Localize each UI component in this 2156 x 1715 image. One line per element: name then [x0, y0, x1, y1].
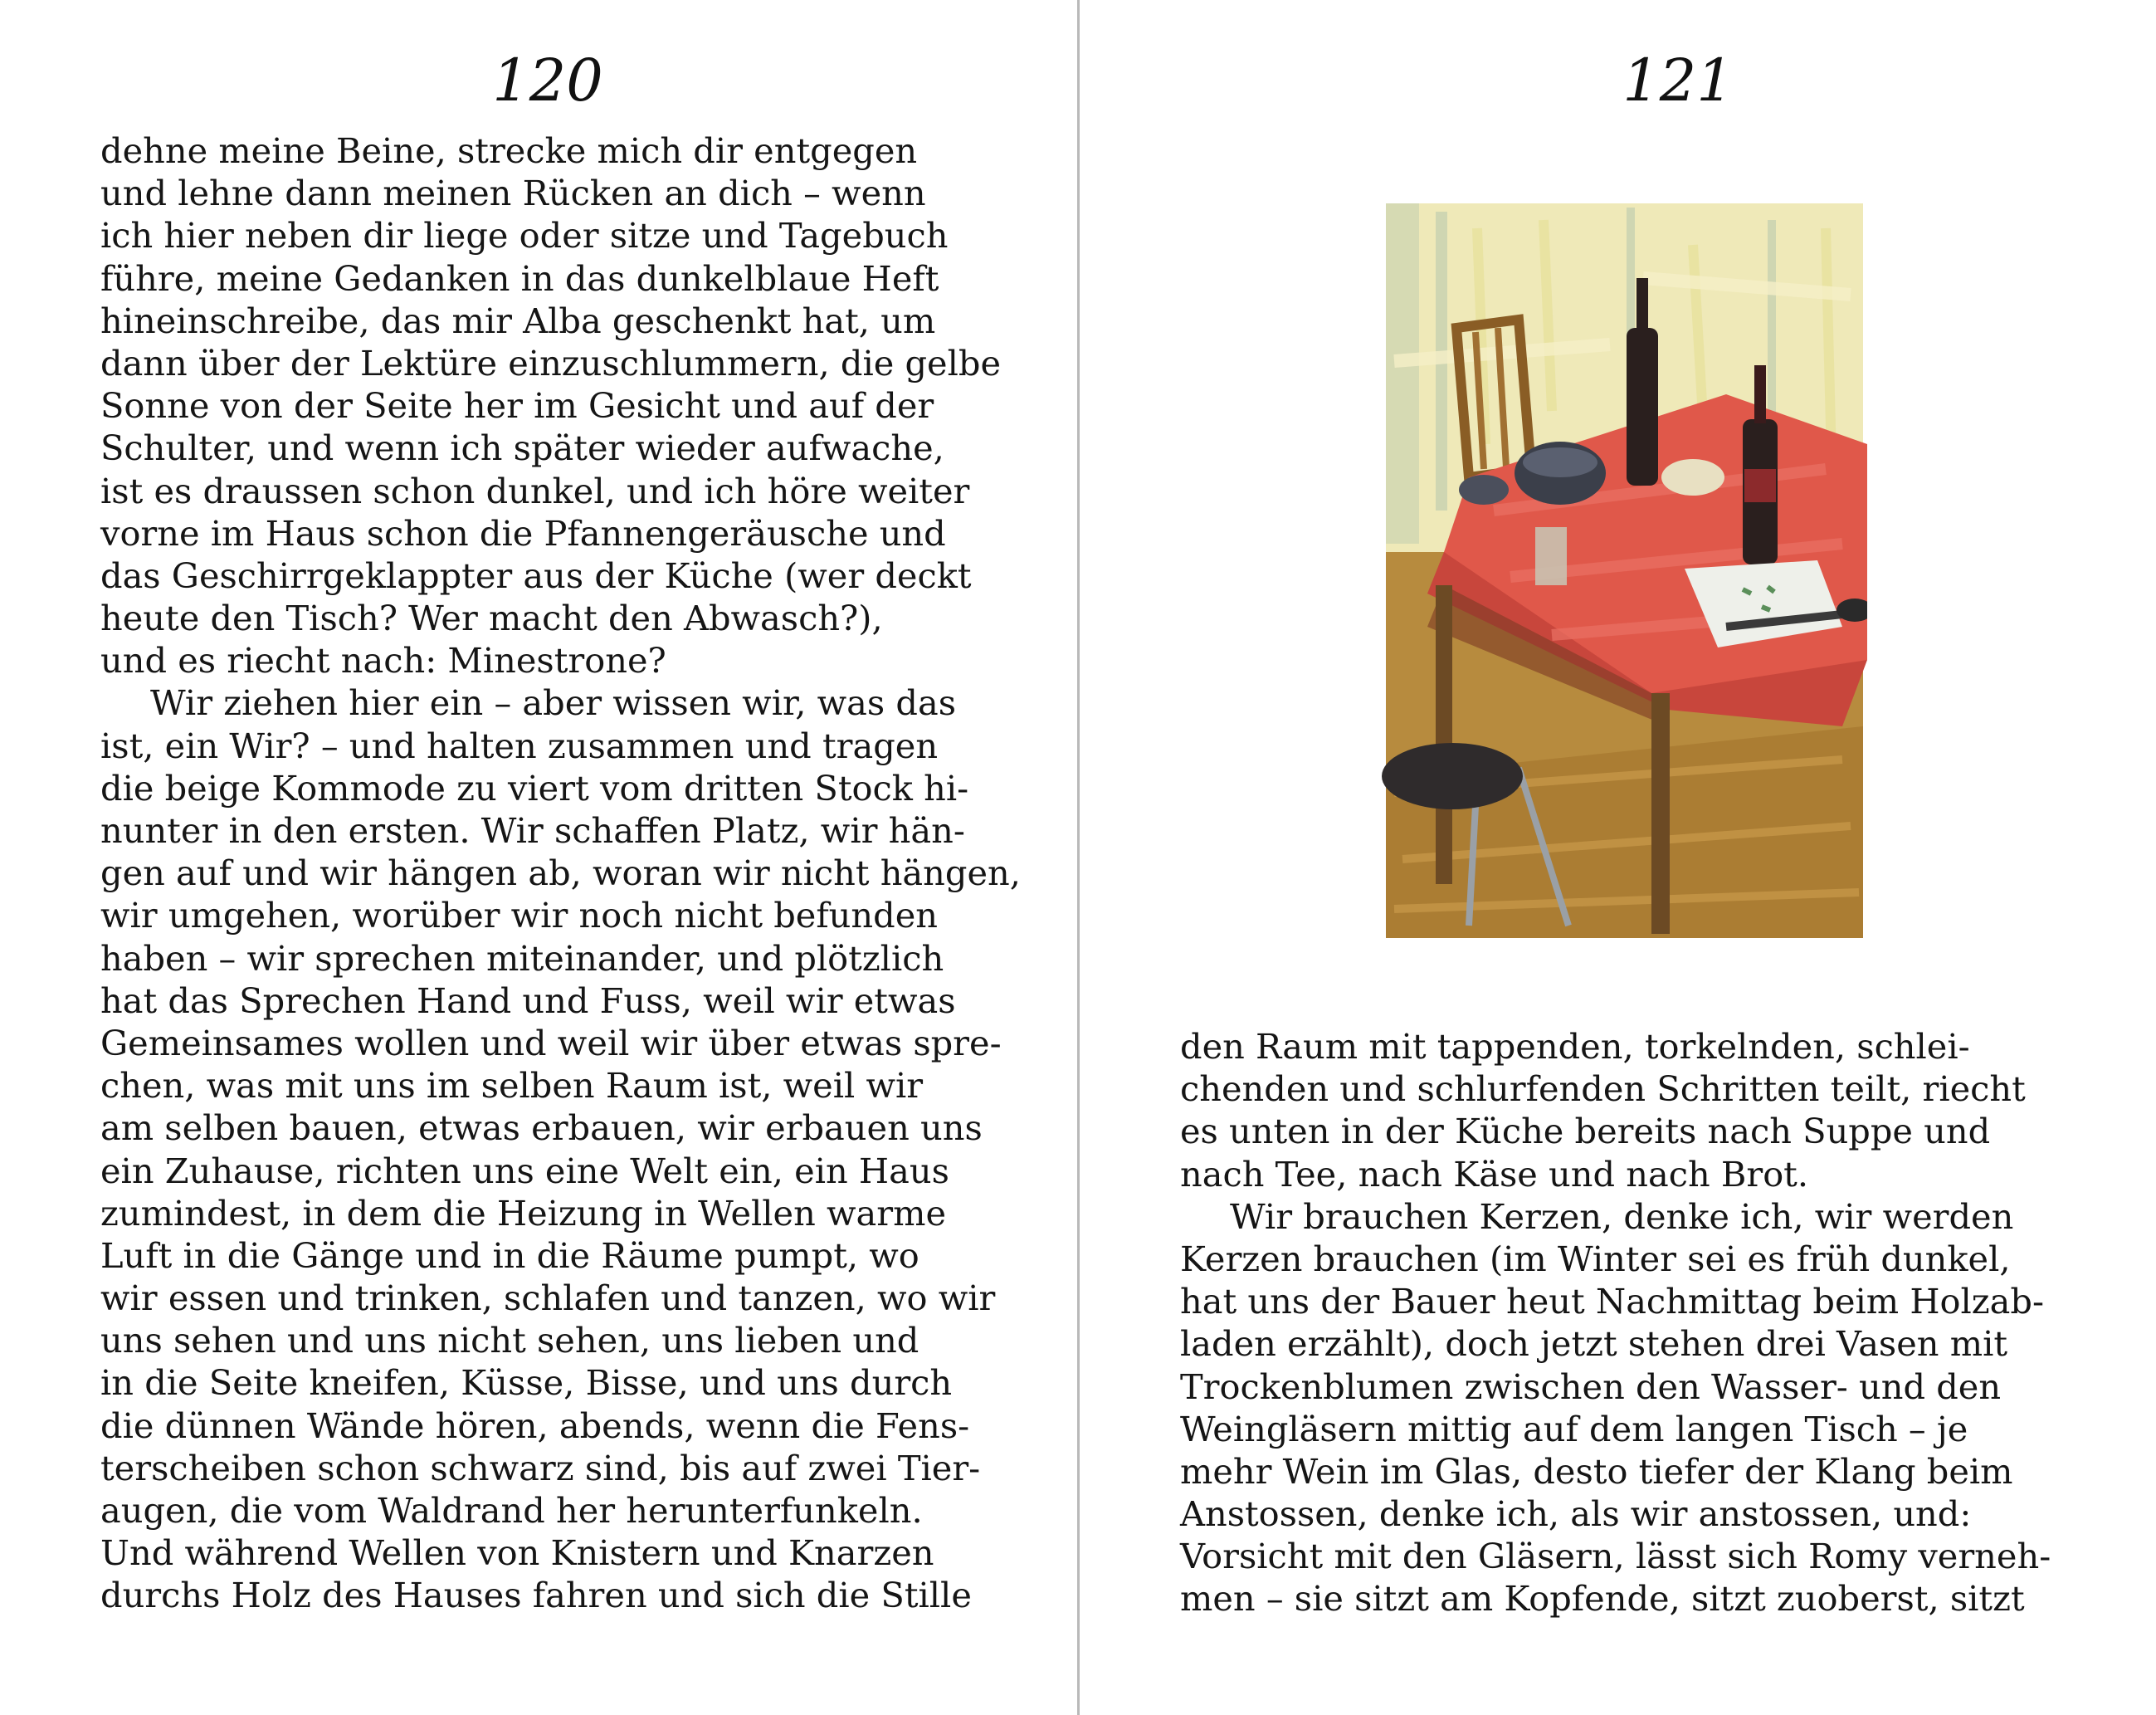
page-number: 120 — [492, 46, 603, 115]
text-line: wir essen und trinken, schlafen und tanzen, wo wir — [100, 1278, 996, 1319]
table-still-life-illustration — [1378, 195, 1867, 946]
text-line: Anstossen, denke ich, als wir anstossen, und: — [1180, 1493, 1972, 1535]
text-line: ist, ein Wir? – und halten zusammen und tragen — [100, 725, 939, 766]
text-line: mehr Wein im Glas, desto tiefer der Klang beim — [1180, 1450, 2013, 1492]
wine-bottle-neck — [1754, 365, 1766, 423]
wall-shade — [1386, 203, 1419, 544]
text-line: Luft in die Gänge und in die Räume pumpt, wo — [100, 1234, 919, 1276]
text-line: Schulter, und wenn ich später wieder aufwache, — [100, 428, 944, 469]
text-line: am selben bauen, etwas erbauen, wir erbauen uns — [100, 1107, 983, 1149]
wine-label — [1744, 469, 1776, 502]
text-line: durchs Holz des Hauses fahren und sich die Stille — [100, 1575, 972, 1616]
text-line: haben – wir sprechen miteinander, und plötzlich — [100, 937, 944, 979]
body-text — [100, 129, 1022, 1617]
text-line: und es riecht nach: Minestrone? — [100, 640, 666, 682]
text-line: und lehne dann meinen Rücken an dich – wenn — [100, 173, 926, 214]
text-line: nach Tee, nach Käse und nach Brot. — [1180, 1153, 1809, 1195]
text-line: Sonne von der Seite her im Gesicht und auf der — [100, 385, 934, 427]
text-line: uns sehen und uns nicht sehen, uns lieben und — [100, 1320, 919, 1361]
text-line: augen, die vom Waldrand her herunterfunkeln. — [100, 1490, 923, 1531]
text-line: laden erzählt), doch jetzt stehen drei Vasen mit — [1180, 1323, 2008, 1365]
text-line: Vorsicht mit den Gläsern, lässt sich Romy verneh- — [1180, 1536, 2051, 1577]
illustration-svg — [1378, 195, 1867, 946]
text-line: wir umgehen, worüber wir noch nicht befunden — [100, 895, 938, 936]
table-leg — [1651, 693, 1670, 934]
text-line: den Raum mit tappenden, torkelnden, schlei- — [1180, 1026, 1970, 1067]
text-line: Und während Wellen von Knistern und Knarzen — [100, 1532, 934, 1574]
text-line: Trockenblumen zwischen den Wasser- und den — [1180, 1366, 2002, 1407]
text-line: ist es draussen schon dunkel, und ich höre weiter — [100, 470, 970, 511]
text-line: zumindest, in dem die Heizung in Wellen warme — [100, 1192, 947, 1234]
text-line: ich hier neben dir liege oder sitze und Tagebuch — [100, 215, 949, 257]
page-number: 121 — [1622, 46, 1734, 115]
text-line: dann über der Lektüre einzuschlummern, die gelbe — [100, 342, 1001, 384]
bottle-neck — [1637, 278, 1648, 336]
text-line: chen, was mit uns im selben Raum ist, weil wir — [100, 1065, 924, 1107]
text-line: gen auf und wir hängen ab, woran wir nicht hängen, — [100, 853, 1021, 894]
text-line: in die Seite kneifen, Küsse, Bisse, und uns durch — [100, 1362, 953, 1404]
body-text — [1180, 1025, 2101, 1620]
text-line: chenden und schlurfenden Schritten teilt, riecht — [1180, 1068, 2026, 1110]
paragraph-first-line: Wir brauchen Kerzen, denke ich, wir werden — [1230, 1195, 2014, 1237]
text-line: hat uns der Bauer heut Nachmittag beim Holzab- — [1180, 1281, 2044, 1322]
text-line: heute den Tisch? Wer macht den Abwasch?), — [100, 598, 883, 639]
right-page — [1080, 0, 2156, 1715]
text-line: men – sie sitzt am Kopfende, sitzt zuoberst, sitzt — [1180, 1578, 2025, 1620]
text-line: hat das Sprechen Hand und Fuss, weil wir etwas — [100, 980, 956, 1021]
text-line: Kerzen brauchen (im Winter sei es früh dunkel, — [1180, 1238, 2011, 1279]
table-leg — [1436, 585, 1452, 884]
text-line: die beige Kommode zu viert vom dritten Stock hi- — [100, 767, 969, 809]
text-line: terscheiben schon schwarz sind, bis auf zwei Tier- — [100, 1447, 981, 1488]
bowl-rim — [1523, 447, 1597, 477]
paragraph-first-line: Wir ziehen hier ein – aber wissen wir, was das — [150, 682, 956, 724]
text-line: vorne im Haus schon die Pfannengeräusche und — [100, 512, 946, 554]
bottle — [1627, 328, 1658, 486]
text-line: führe, meine Gedanken in das dunkelblaue Heft — [100, 257, 939, 299]
text-line: Gemeinsames wollen und weil wir über etwas spre- — [100, 1022, 1002, 1063]
text-line: das Geschirrgeklappter aus der Küche (wer deckt — [100, 555, 972, 596]
text-line: Weingläsern mittig auf dem langen Tisch – je — [1180, 1408, 1968, 1449]
glass — [1535, 527, 1567, 585]
text-line: die dünnen Wände hören, abends, wenn die Fens- — [100, 1405, 970, 1446]
cup — [1661, 459, 1724, 496]
chair-seat — [1382, 743, 1523, 809]
text-line: es unten in der Küche bereits nach Suppe und — [1180, 1111, 1991, 1152]
text-line: nunter in den ersten. Wir schaffen Platz, wir hän- — [100, 810, 965, 851]
book-gutter — [1077, 0, 1080, 1715]
text-line: ein Zuhause, richten uns eine Welt ein, ein Haus — [100, 1150, 949, 1191]
text-line: dehne meine Beine, strecke mich dir entgegen — [100, 130, 918, 171]
text-line: hineinschreibe, das mir Alba geschenkt hat, um — [100, 300, 936, 341]
left-page — [0, 0, 1077, 1715]
small-bowl — [1459, 475, 1509, 505]
